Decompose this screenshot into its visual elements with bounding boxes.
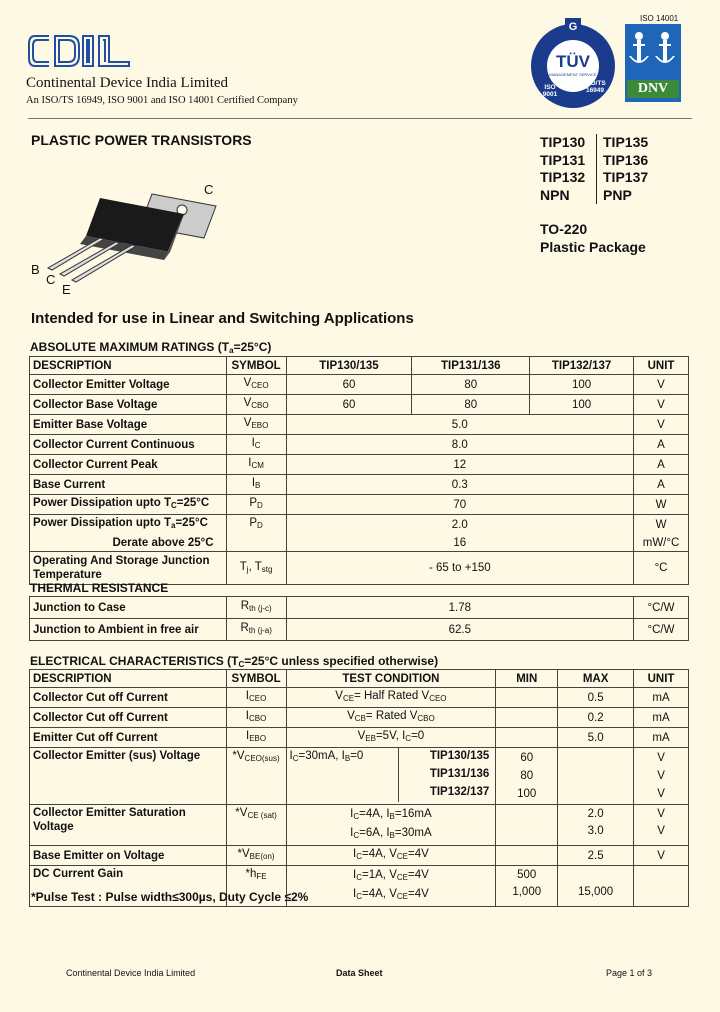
package-type: Plastic Package bbox=[540, 239, 646, 255]
table-header-row bbox=[30, 357, 689, 375]
table-row: Base Current $I_B$ 0.3 A bbox=[30, 475, 689, 495]
pin-label-collector-top: C bbox=[204, 182, 214, 197]
table-row: Collector Emitter Saturation Voltage $*V_{CE (sat)}$ $I_C=4A$, $I_B=16mA$ $I_C=6A$, $I_B=30mA$ 2.0 3.0 V V bbox=[30, 805, 689, 846]
table-row: Collector Cut off Current $I_{CEO}$ $V_{CE}=$ Half Rated $V_{CEO}$ 0.5 mA bbox=[30, 688, 689, 708]
table-row: Collector Emitter Voltage $V_{CEO}$ 60 80 100 V bbox=[30, 375, 689, 395]
tuv-text: TÜV bbox=[556, 52, 590, 71]
thermal-title: THERMAL RESISTANCE bbox=[30, 581, 169, 595]
package-name: TO-220 bbox=[540, 221, 588, 237]
to220-package-illustration bbox=[31, 178, 224, 298]
part-tip131: TIP131 bbox=[540, 151, 586, 168]
polarity-npn: NPN bbox=[540, 186, 570, 203]
certification-line: An ISO/TS 16949, ISO 9001 and ISO 14001 Certified Company bbox=[26, 95, 298, 106]
dnv-logo bbox=[625, 24, 681, 102]
footer-company: Continental Device India Limited bbox=[66, 968, 196, 978]
pin-label-emitter: E bbox=[62, 282, 71, 297]
table-row: Power Dissipation upto $T_C=25^\circ C$ $P_D$ 70 W bbox=[30, 495, 689, 515]
footer-page-number: Page 1 of 3 bbox=[606, 968, 653, 978]
product-category: PLASTIC POWER TRANSISTORS bbox=[31, 132, 252, 148]
polarity-pnp: PNP bbox=[603, 186, 632, 203]
tuv-sub: MANAGEMENT SERVICE bbox=[549, 72, 597, 77]
abs-max-title: ABSOLUTE MAXIMUM RATINGS $(T_a=25^\circ C)$ bbox=[30, 340, 272, 355]
pulse-test-note: *Pulse Test : Pulse width≤300µs, Duty Cycle ≤2% bbox=[31, 890, 309, 904]
table-row: Collector Cut off Current $I_{CBO}$ $V_{CB}=$ Rated $V_{CBO}$ 0.2 mA bbox=[30, 708, 689, 728]
part-tip132: TIP132 bbox=[540, 169, 586, 185]
table-row: Operating And Storage Junction Temperature $T_j$, $T_{stg}$ - 65 to +150 °C bbox=[30, 552, 689, 585]
col-tip131: TIP131/136 bbox=[412, 357, 530, 375]
part-divider bbox=[596, 134, 597, 204]
iso-14001-label: ISO 14001 bbox=[640, 14, 679, 23]
col-unit: UNIT bbox=[634, 357, 689, 375]
thermal-table bbox=[29, 596, 689, 641]
table-row: Base Emitter on Voltage $*V_{BE(on)}$ $I_C=4A$, $V_{CE}=4V$ 2.5 V bbox=[30, 846, 689, 866]
elec-title: ELECTRICAL CHARACTERISTICS ($T_C=25^\circ C$ unless specified otherwise) bbox=[30, 654, 439, 669]
col-tip132: TIP132/137 bbox=[530, 357, 634, 375]
abs-max-table bbox=[29, 356, 689, 585]
table-row: Junction to Case $R_{th (j-c)}$ 1.78 °C/W bbox=[30, 597, 689, 619]
header-divider bbox=[28, 118, 692, 119]
table-row: Collector Base Voltage $V_{CBO}$ 60 80 100 V bbox=[30, 395, 689, 415]
company-name: Continental Device India Limited bbox=[26, 75, 229, 91]
dnv-text: DNV bbox=[627, 80, 679, 98]
part-tip137: TIP137 bbox=[603, 169, 649, 185]
table-row: Collector Emitter (sus) Voltage $*V_{CEO(sus)}$ $I_C=30mA$, $I_B=0$ TIP130/135 TIP131/136 TIP132/137 60 80 100 V V V bbox=[30, 748, 689, 805]
application-statement: Intended for use in Linear and Switching Applications bbox=[31, 310, 414, 327]
elec-char-table bbox=[29, 669, 689, 907]
table-header-row: DESCRIPTION SYMBOL TEST CONDITION MIN MAX UNIT bbox=[30, 670, 689, 688]
iso-ts-mark: ISO/TS 16949 bbox=[584, 80, 606, 94]
table-row: Emitter Base Voltage $V_{EBO}$ 5.0 V bbox=[30, 415, 689, 435]
table-row: Collector Current Peak $I_{CM}$ 12 A bbox=[30, 455, 689, 475]
part-tip136: TIP136 bbox=[603, 151, 649, 168]
npn-part-list bbox=[540, 134, 585, 204]
cdil-logo bbox=[25, 30, 135, 77]
col-description: DESCRIPTION bbox=[30, 357, 227, 375]
footer-doc-type: Data Sheet bbox=[336, 968, 383, 978]
pnp-part-list bbox=[603, 134, 648, 204]
part-tip135: TIP135 bbox=[603, 134, 649, 150]
table-row: Collector Current Continuous $I_C$ 8.0 A bbox=[30, 435, 689, 455]
tuv-logo bbox=[527, 18, 619, 110]
table-row: DC Current Gain $*h_{FE}$ $I_C=1A$, $V_{CE}=4V$ $I_C=4A$, $V_{CE}=4V$ 500 1,000 15,000 bbox=[30, 866, 689, 907]
iso-9001-mark: ISO 9001 bbox=[542, 84, 558, 98]
col-tip130: TIP130/135 bbox=[286, 357, 412, 375]
part-tip130: TIP130 bbox=[540, 134, 586, 150]
svg-text:G: G bbox=[568, 21, 578, 33]
table-row: Derate above 25°C 16 mW/°C bbox=[30, 534, 689, 552]
table-row: Emitter Cut off Current $I_{EBO}$ $V_{EB}=5V$, $I_C=0$ 5.0 mA bbox=[30, 728, 689, 748]
table-row: Junction to Ambient in free air $R_{th (j-a)}$ 62.5 °C/W bbox=[30, 619, 689, 641]
pin-label-base: B bbox=[31, 262, 40, 277]
pin-label-collector: C bbox=[46, 272, 56, 287]
col-symbol: SYMBOL bbox=[226, 357, 286, 375]
table-row: Power Dissipation upto $T_a=25^\circ C$ $P_D$ 2.0 W bbox=[30, 515, 689, 535]
